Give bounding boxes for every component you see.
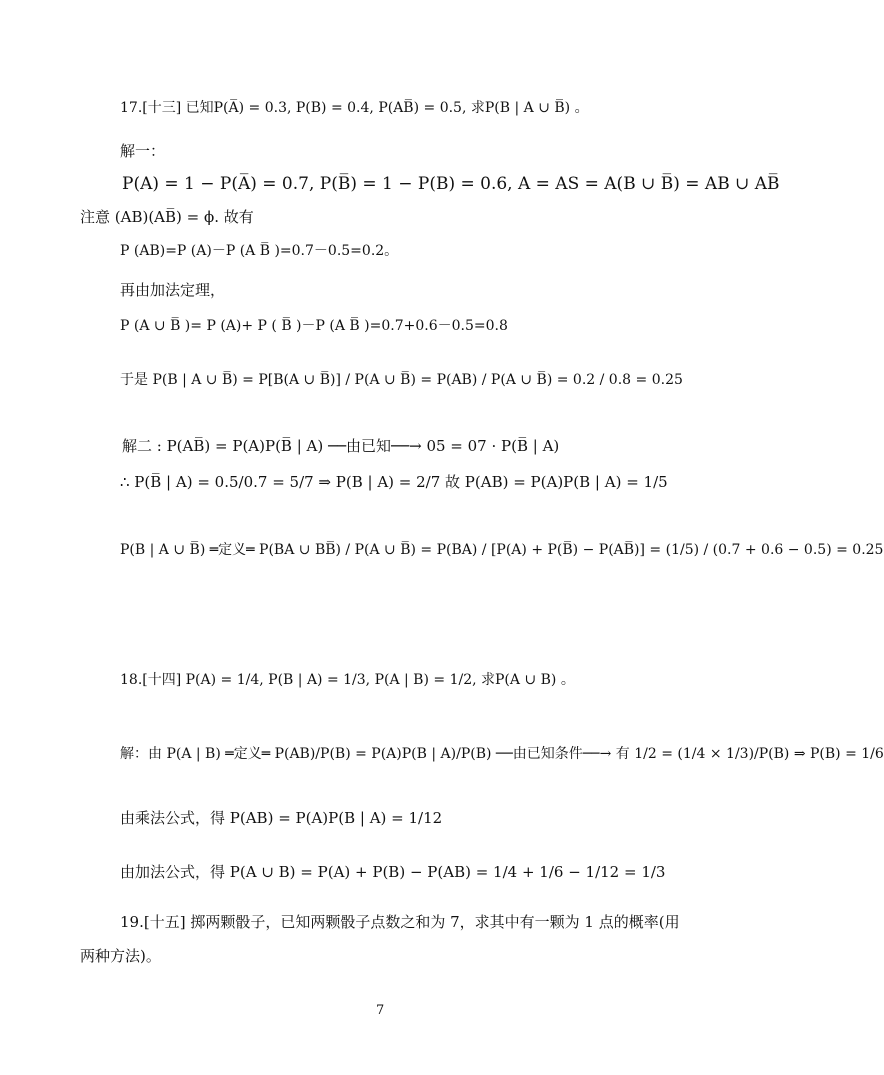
- solution-1-line-1: P(A) = 1 − P(A̅) = 0.7, P(B̅) = 1 − P(B) = 0.6, A = AS = A(B ∪ B̅) = AB ∪ AB̅: [122, 174, 780, 194]
- problem-18-solution-line-3: 由加法公式，得 P(A ∪ B) = P(A) + P(B) − P(AB) = 1/4 + 1/6 − 1/12 = 1/3: [120, 863, 666, 881]
- problem-19-statement: 19.[十五] 掷两颗骰子，已知两颗骰子点数之和为 7，求其中有一颗为 1 点的概率(用两种方法)。: [80, 913, 680, 965]
- solution-2-line-3: P(B | A ∪ B̅) ═定义═ P(BA ∪ BB̅) / P(A ∪ B̅) = P(BA) / [P(A) + P(B̅) − P(AB̅)] = (1/5) / (0.7 + 0.6 − 0.5) = 0.25: [120, 542, 884, 558]
- solution-1-heading: 解一：: [120, 142, 166, 160]
- solution-1-line-4: 再由加法定理，: [120, 281, 226, 299]
- solution-1-line-5: P (A ∪ B̅ )= P (A)+ P ( B̅ )－P (A B̅ )=0.7+0.6－0.5=0.8: [120, 318, 508, 334]
- problem-18-solution-line-1: 解：由 P(A | B) ═定义═ P(AB)/P(B) = P(A)P(B | A)/P(B) ──由已知条件──→ 有 1/2 = (1/4 × 1/3)/P(B) ⇒ P(B) = 1/6: [120, 746, 884, 762]
- solution-1-line-6: 于是 P(B | A ∪ B̅) = P[B(A ∪ B̅)] / P(A ∪ B̅) = P(AB) / P(A ∪ B̅) = 0.2 / 0.8 = 0.25: [120, 372, 683, 388]
- solution-2-line-2: ∴ P(B̅ | A) = 0.5/0.7 = 5/7 ⇒ P(B | A) = 2/7 故 P(AB) = P(A)P(B | A) = 1/5: [120, 473, 668, 491]
- problem-18-solution-line-2: 由乘法公式，得 P(AB) = P(A)P(B | A) = 1/12: [120, 809, 443, 827]
- page-number: 7: [376, 1003, 385, 1018]
- solution-2-line-1: 解二 : P(AB̅) = P(A)P(B̅ | A) ──由已知──→ 05 = 07 · P(B̅ | A): [122, 437, 560, 455]
- solution-1-line-2: 注意 (AB)(AB̅) = ϕ. 故有: [80, 208, 254, 226]
- problem-18-statement: 18.[十四] P(A) = 1/4, P(B | A) = 1/3, P(A | B) = 1/2, 求P(A ∪ B) 。: [120, 672, 575, 688]
- solution-1-line-3: P (AB)=P (A)－P (A B̅ )=0.7－0.5=0.2。: [120, 243, 399, 259]
- problem-17-statement: 17.[十三] 已知P(A̅) = 0.3, P(B) = 0.4, P(AB̅) = 0.5, 求P(B | A ∪ B̅) 。: [120, 100, 589, 116]
